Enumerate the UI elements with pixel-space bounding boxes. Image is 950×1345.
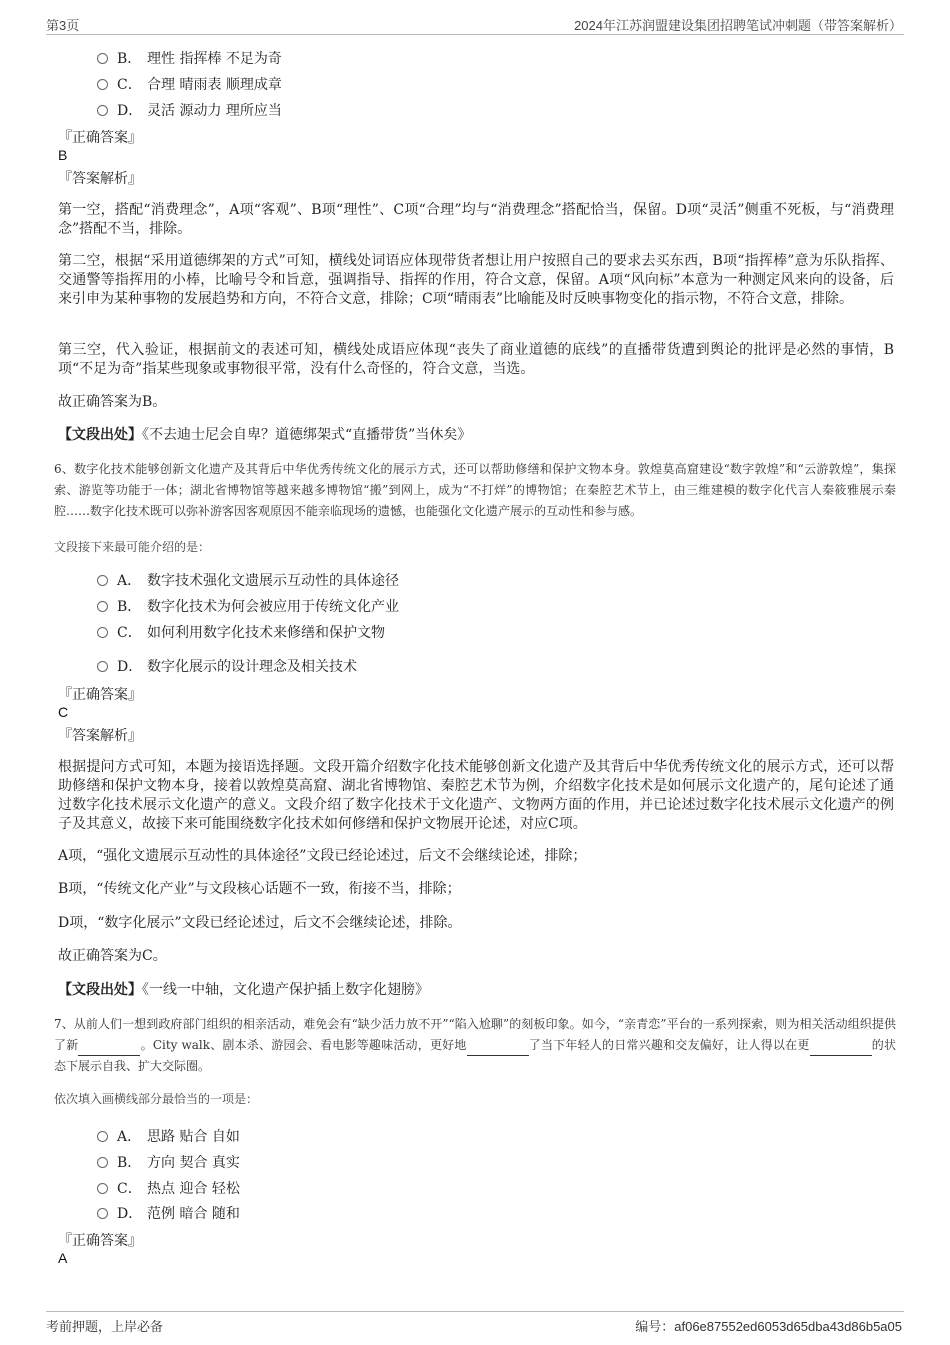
q5-analysis-p3: 第三空，代入验证，根据前文的表述可知，横线处成语应体现“丧失了商业道德的底线”的直播带货遭到舆论的批评是必然的事情，B项“不足为奇”指某些现象或事物很平常，没有什么奇怪的，符合文意，当选。 xyxy=(58,342,894,377)
radio-icon[interactable] xyxy=(97,575,108,586)
radio-icon[interactable] xyxy=(97,1208,108,1219)
q6-source xyxy=(58,981,894,1000)
page-footer xyxy=(46,1311,904,1336)
radio-icon[interactable] xyxy=(97,1157,108,1168)
q7-option-b[interactable]: B． 方向 契合 真实 xyxy=(97,1152,240,1172)
q5-answer-label: 『正确答案』 xyxy=(58,130,142,146)
q6-analysis-a: A项，“强化文遗展示互动性的具体途径”文段已经论述过，后文不会继续论述，排除； xyxy=(58,848,587,864)
q7-option-d[interactable]: D． 范例 暗合 随和 xyxy=(97,1203,240,1223)
q6-analysis-p1: 根据提问方式可知，本题为接语选择题。文段开篇介绍数字化技术能够创新文化遗产及其背后中华优秀传统文化的展示方式，还可以帮助修缮和保护文物本身，接着以敦煌莫高窟、湖北省博物馆、秦腔艺术节为例，介绍数字化技术是如何展示文化遗产的，尾句论述了通过数字化技术展示文化遗产的意义。文段介绍了数字化技术于文化遗产、文物两方面的作用，并已论述过数字化技术展示文化遗产的例子及其意义，故接下来可能围绕数字化技术如何修缮和保护文物展开论述，对应C项。 xyxy=(58,759,894,832)
q7-question: 7、从前人们一想到政府部门组织的相亲活动，难免会有“缺少活力放不开”“陷入尬聊”的刻板印象。如今，“亲青恋”平台的一系列探索，则为相关活动组织提供了新 。City walk、剧本杀、游园会、看电影等趣味活动，更好地 了当下年轻人的日常兴趣和交友偏好，让人得以在更 的状态下展示自我、扩大交际圈。 xyxy=(54,1017,896,1073)
document-code: 编号：af06e87552ed6053d65dba43d86b5a05 xyxy=(635,1319,902,1334)
q7-option-c[interactable]: C． 热点 迎合 轻松 xyxy=(97,1178,240,1198)
blank-3 xyxy=(810,1043,872,1056)
footer-slogan: 考前押题，上岸必备 xyxy=(46,1319,164,1334)
q5-answer: B xyxy=(58,147,68,163)
source-label: 【文段出处】 xyxy=(58,982,142,998)
radio-icon[interactable] xyxy=(97,79,108,90)
q7-prompt: 依次填入画横线部分最恰当的一项是： xyxy=(54,1092,259,1106)
q6-question: 6、数字化技术能够创新文化遗产及其背后中华优秀传统文化的展示方式，还可以帮助修缮和保护文物本身。敦煌莫高窟建设“数字敦煌”和“云游敦煌”，集探索、游览等功能于一体；湖北省博物馆等越来越多博物馆“搬”到网上，成为“不打烊”的博物馆；在秦腔艺术节上，由三维建模的数字化代言人秦筱雅展示秦腔……数字化技术既可以弥补游客因客观原因不能亲临现场的遗憾，也能强化文化遗产展示的互动性和参与感。 xyxy=(54,462,896,518)
document-title: 2024年江苏润盟建设集团招聘笔试冲刺题（带答案解析） xyxy=(574,18,902,33)
q7-answer: A xyxy=(58,1250,68,1266)
q6-analysis-d: D项，“数字化展示”文段已经论述过，后文不会继续论述，排除。 xyxy=(58,915,462,931)
q6-analysis-b: B项，“传统文化产业”与文段核心话题不一致，衔接不当，排除； xyxy=(58,881,461,897)
q6-option-c[interactable]: C． 如何利用数字化技术来修缮和保护文物 xyxy=(97,622,385,642)
blank-1 xyxy=(78,1043,140,1056)
radio-icon[interactable] xyxy=(97,601,108,612)
page-number: 第3页 xyxy=(46,18,80,33)
q6-analysis-conclusion: 故正确答案为C。 xyxy=(58,948,167,964)
q5-option-b[interactable]: B． 理性 指挥棒 不足为奇 xyxy=(97,48,282,68)
q6-option-d[interactable]: D． 数字化展示的设计理念及相关技术 xyxy=(97,656,357,676)
blank-2 xyxy=(467,1043,529,1056)
q5-analysis-conclusion: 故正确答案为B。 xyxy=(58,394,167,410)
radio-icon[interactable] xyxy=(97,661,108,672)
source-title: 《不去迪士尼会自卑？道德绑架式“直播带货”当休矣》 xyxy=(142,427,472,443)
q6-prompt: 文段接下来最可能介绍的是： xyxy=(54,540,211,554)
q6-option-b[interactable]: B． 数字化技术为何会被应用于传统文化产业 xyxy=(97,596,399,616)
q6-answer: C xyxy=(58,704,69,720)
radio-icon[interactable] xyxy=(97,627,108,638)
page-header xyxy=(46,12,904,35)
q5-analysis-p1: 第一空，搭配“消费理念”，A项“客观”、B项“理性”、C项“合理”均与“消费理念”搭配恰当，保留。D项“灵活”侧重不死板，与“消费理念”搭配不当，排除。 xyxy=(58,202,894,237)
radio-icon[interactable] xyxy=(97,1131,108,1142)
q6-analysis-label: 『答案解析』 xyxy=(58,728,142,744)
q7-answer-label: 『正确答案』 xyxy=(58,1233,142,1249)
q5-option-c[interactable]: C． 合理 晴雨表 顺理成章 xyxy=(97,74,282,94)
source-title: 《一线一中轴，文化遗产保护插上数字化翅膀》 xyxy=(142,982,429,998)
q6-answer-label: 『正确答案』 xyxy=(58,687,142,703)
q6-option-a[interactable]: A． 数字技术强化文遗展示互动性的具体途径 xyxy=(97,570,399,590)
q5-analysis-p2: 第二空，根据“采用道德绑架的方式”可知，横线处词语应体现带货者想让用户按照自己的要求去买东西，B项“指挥棒”意为乐队指挥、交通警等指挥用的小棒，比喻号令和旨意，强调指导、指挥的作用，符合文意，保留。A项“风向标”本意为一种测定风来向的设备，后来引申为某种事物的发展趋势和方向，不符合文意，排除；C项“晴雨表”比喻能及时反映事物变化的指示物，不符合文意，排除。 xyxy=(58,253,894,307)
q7-option-a[interactable]: A． 思路 贴合 自如 xyxy=(97,1126,240,1146)
radio-icon[interactable] xyxy=(97,53,108,64)
q5-analysis-label: 『答案解析』 xyxy=(58,171,142,187)
source-label: 【文段出处】 xyxy=(58,427,142,443)
radio-icon[interactable] xyxy=(97,1183,108,1194)
q5-source xyxy=(58,426,894,445)
radio-icon[interactable] xyxy=(97,105,108,116)
q5-option-d[interactable]: D． 灵活 源动力 理所应当 xyxy=(97,100,282,120)
